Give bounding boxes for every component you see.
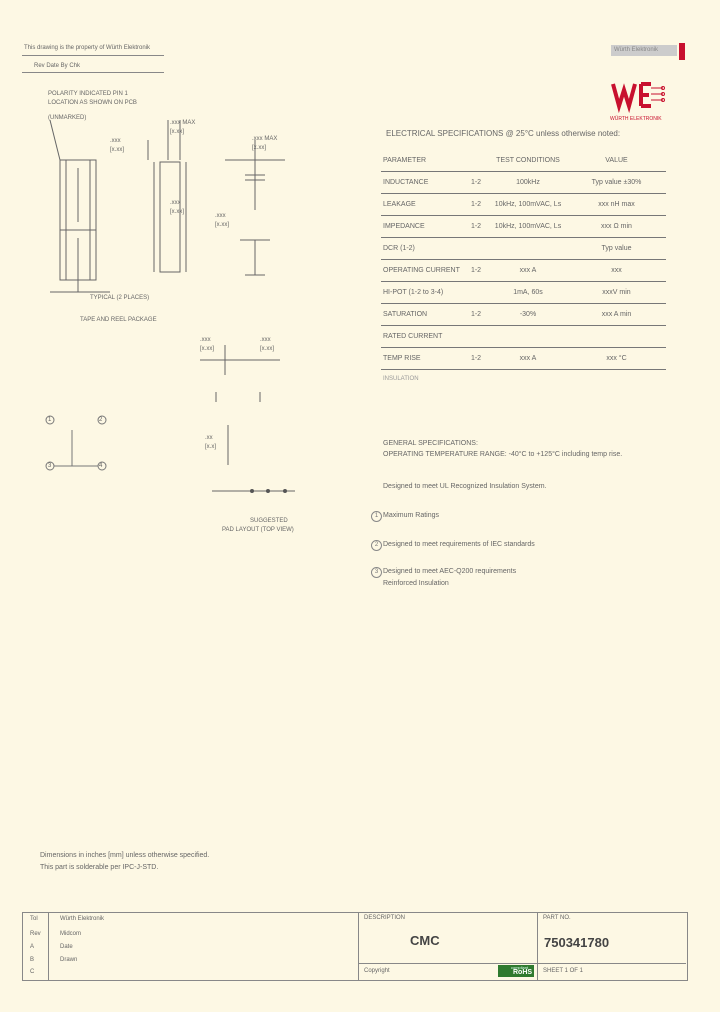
schematic-pin-3: 3 xyxy=(48,463,52,469)
general-line-1: OPERATING TEMPERATURE RANGE: -40°C to +125°C including temp rise. xyxy=(383,451,623,458)
schematic-pin-2: 2 xyxy=(99,417,103,423)
table-cell xyxy=(463,326,489,348)
bottom-label: TYPICAL (2 PLACES) xyxy=(90,295,150,301)
note-line-1: Dimensions in inches [mm] unless otherwise specified. xyxy=(40,852,210,859)
desc-value: CMC xyxy=(410,933,440,948)
table-cell: RATED CURRENT xyxy=(381,326,463,348)
pcb-dim-a: .xxx xyxy=(200,337,211,343)
schematic-pin-4: 4 xyxy=(99,463,103,469)
schematic-pin-1: 1 xyxy=(48,417,52,423)
note-marker-1: 1 xyxy=(371,511,382,522)
table-cell: xxxV min xyxy=(567,282,666,304)
header-tag: Würth Elektronik xyxy=(614,47,659,53)
table-cell: 1-2 xyxy=(463,260,489,282)
tb-col-a-4: C xyxy=(30,969,35,975)
general-line-3: Maximum Ratings xyxy=(383,512,440,519)
tb-col-a-1: Rev xyxy=(30,931,41,937)
rohs-compliant: compliant xyxy=(511,965,529,970)
table-cell: 10kHz, 100mVAC, Ls xyxy=(489,216,567,238)
table-header-row xyxy=(381,150,666,172)
table-cell: 1-2 xyxy=(463,172,489,194)
table-cell: LEAKAGE xyxy=(381,194,463,216)
desc-label: DESCRIPTION xyxy=(364,915,406,921)
pin1-note-b: LOCATION AS SHOWN ON PCB xyxy=(48,100,137,106)
table-cell: INDUCTANCE xyxy=(381,172,463,194)
logo-text: WÜRTH ELEKTRONIK xyxy=(610,116,662,122)
table-row xyxy=(381,194,666,216)
table-row-extra: INSULATION xyxy=(383,376,419,382)
footer-right: SHEET 1 OF 1 xyxy=(543,968,583,974)
part-value: 750341780 xyxy=(544,935,610,950)
tb-col-b-2: Date xyxy=(60,944,73,950)
table-row xyxy=(381,216,666,238)
table-cell: IMPEDANCE xyxy=(381,216,463,238)
table-cell: xxx A xyxy=(489,348,567,370)
table-cell xyxy=(567,326,666,348)
table-row xyxy=(381,260,666,282)
tb-col-a-0: Tol xyxy=(30,916,38,922)
table-cell: xxx A xyxy=(489,260,567,282)
table-cell: DCR (1-2) xyxy=(381,238,463,260)
table-header-cell: PARAMETER xyxy=(381,150,463,172)
header-line-2: Rev Date By Chk xyxy=(34,63,81,69)
table-cell: 1-2 xyxy=(463,348,489,370)
table-row xyxy=(381,348,666,370)
dim-left-b: [x.xx] xyxy=(110,147,125,153)
table-cell: TEMP RISE xyxy=(381,348,463,370)
table-cell: xxx Ω min xyxy=(567,216,666,238)
general-line-4: Designed to meet requirements of IEC standards xyxy=(383,541,535,548)
note-marker-3: 3 xyxy=(371,567,382,578)
table-cell: 10kHz, 100mVAC, Ls xyxy=(489,194,567,216)
pcb-dim-f: [x.x] xyxy=(205,444,217,450)
pin1-note-c: (UNMARKED) xyxy=(48,115,87,121)
table-row xyxy=(381,282,666,304)
table-cell xyxy=(463,282,489,304)
dim-top-a: .xxx MAX xyxy=(170,120,196,126)
tb-col-b-0: Würth Elektronik xyxy=(60,916,105,922)
table-cell: 1-2 xyxy=(463,216,489,238)
header-divider-2 xyxy=(22,72,164,73)
table-row xyxy=(381,304,666,326)
table-cell xyxy=(489,326,567,348)
pin1-note-a: POLARITY INDICATED PIN 1 xyxy=(48,91,128,97)
table-cell: 1-2 xyxy=(463,304,489,326)
pcb-dim-e: .xx xyxy=(205,435,213,441)
title-block-divider xyxy=(358,912,359,980)
title-block-divider xyxy=(48,912,49,980)
dim-mid-b: [x.xx] xyxy=(215,222,230,228)
general-heading: GENERAL SPECIFICATIONS: xyxy=(383,440,478,447)
table-cell: SATURATION xyxy=(381,304,463,326)
pcb-dim-d: [x.xx] xyxy=(260,346,275,352)
table-cell xyxy=(463,238,489,260)
note-marker-2: 2 xyxy=(371,540,382,551)
table-cell: xxx xyxy=(567,260,666,282)
dim-left-a: .xxx xyxy=(110,138,121,144)
table-cell: xxx A min xyxy=(567,304,666,326)
table-header-cell: VALUE xyxy=(567,150,666,172)
bottom-label-2: TAPE AND REEL PACKAGE xyxy=(80,317,157,323)
pcb-dim-c: .xxx xyxy=(260,337,271,343)
red-brand-bar xyxy=(679,43,685,60)
header-line-1: This drawing is the property of Würth Elektronik xyxy=(24,45,151,51)
table-cell: Typ value xyxy=(567,238,666,260)
pcb-dim-b: [x.xx] xyxy=(200,346,215,352)
table-cell: xxx °C xyxy=(567,348,666,370)
tb-col-a-3: B xyxy=(30,957,35,963)
dim-side-b: [x.xx] xyxy=(170,209,185,215)
dim-right-b: [x.xx] xyxy=(252,145,267,151)
note-line-2: This part is solderable per IPC-J-STD. xyxy=(40,864,159,871)
general-line-2: Designed to meet UL Recognized Insulation System. xyxy=(383,483,547,490)
table-row xyxy=(381,172,666,194)
table-cell: Typ value ±30% xyxy=(567,172,666,194)
dim-right-a: .xxx MAX xyxy=(252,136,278,142)
dim-top-b: [x.xx] xyxy=(170,129,185,135)
pad-label-a: SUGGESTED xyxy=(250,518,288,524)
table-cell: 100kHz xyxy=(489,172,567,194)
table-cell: 1-2 xyxy=(463,194,489,216)
table-header-cell: TEST CONDITIONS xyxy=(489,150,567,172)
general-line-6: Reinforced Insulation xyxy=(383,580,449,587)
general-line-5: Designed to meet AEC-Q200 requirements xyxy=(383,568,517,575)
header-divider xyxy=(22,55,164,56)
elec-table xyxy=(381,150,666,370)
dim-mid-a: .xxx xyxy=(215,213,226,219)
table-row xyxy=(381,326,666,348)
we-logo xyxy=(611,80,667,120)
dim-side-a: .xxx xyxy=(170,200,181,206)
table-cell: HI-POT (1-2 to 3-4) xyxy=(381,282,463,304)
part-label: PART NO. xyxy=(543,915,571,921)
title-block-divider xyxy=(358,963,686,964)
table-header-cell-empty xyxy=(463,150,489,172)
tb-col-a-2: A xyxy=(30,944,35,950)
table-cell: OPERATING CURRENT xyxy=(381,260,463,282)
tb-col-b-1: Midcom xyxy=(60,931,82,937)
elec-title: ELECTRICAL SPECIFICATIONS @ 25°C unless otherwise noted: xyxy=(386,129,621,138)
table-row xyxy=(381,238,666,260)
table-cell: -30% xyxy=(489,304,567,326)
tb-col-b-3: Drawn xyxy=(60,957,78,963)
table-cell: xxx nH max xyxy=(567,194,666,216)
table-cell xyxy=(489,238,567,260)
footer-left: Copyright xyxy=(364,968,390,974)
pad-label-b: PAD LAYOUT (TOP VIEW) xyxy=(222,527,294,533)
rohs-text: RoHS xyxy=(513,969,533,976)
table-cell: 1mA, 60s xyxy=(489,282,567,304)
title-block-divider xyxy=(537,912,538,980)
